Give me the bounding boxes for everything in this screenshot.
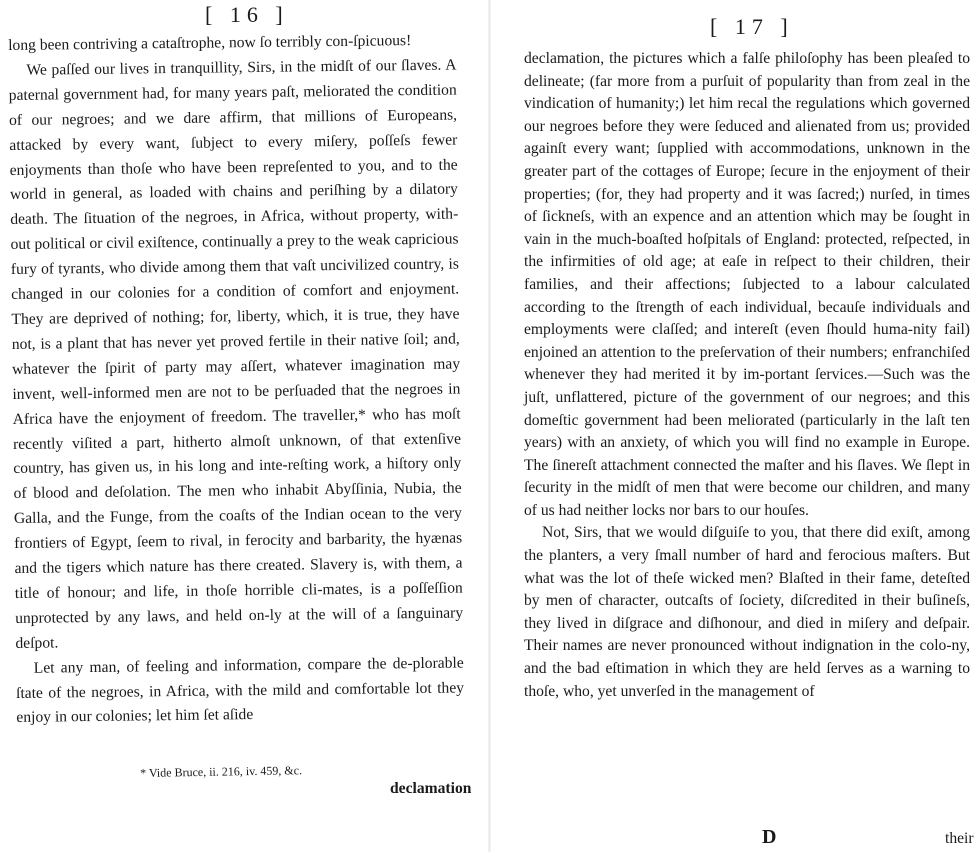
paragraph: Not, Sirs, that we would diſguiſe to you, that there did exiſt, among the planters, a very ſmall number of hard and ferocious maſters. But what was the lot of theſe wicked men? Blaſted in their fame, deteſted by men of character, outcaſts of ſociety, diſcredited in their buſineſs, they lived in diſgrace and diſhonour, and died in miſery and deſpair. Their names are never pronounced without indignation in the colo-ny, and the bad eſtimation in which they are held ſerves as a warning to thoſe, who, yet unverſed in the management of (524, 524, 970, 700)
catchword: declamation (390, 780, 472, 797)
paragraph: declamation, the pictures which a falſe philoſophy has been pleaſed to delineate; (far more from a purſuit of popularity than from zeal in the vindication of humanity;) let him recal the regulations which governed our negroes before they were ſeduced and alienated from us; provided againſt every want; ſupplied with accommodations, unknown in the greater part of the cottages of Europe; ſecure in the enjoyment of their properties; (for, they had property and it was ſacred;) nurſed, in times of ſickneſs, with an expence and an attention which may be ſought in vain in the much-boaſted hoſpitals of England: protected, reſpected, in the infirmities of old age; at eaſe in reſpect to their children, their families, and their affections; ſubjected to a labour calculated according to the ſtrength of each individual, becauſe individuals and employments were claſſed; and intereſt (even ſhould huma-nity fail) enjoined an attention to the preſervation of their numbers; enfranchiſed whenever they had merited it by im-portant ſervices.—Such was the juſt, unflattered, picture of the government of our negroes; and this domeſtic government had been meliorated (particularly in the laſt ten years) with an anxiety, of which you will find no example in Europe. The ſinereſt attachment connected the maſter and his ſlaves. We ſlept in ſecurity in the midſt of men that were become our children, and many of us had neither locks nor bars to our houſes. (524, 50, 970, 519)
body-text (8, 29, 464, 732)
body-text (524, 48, 970, 703)
page-number: [ 17 ] (710, 14, 794, 39)
footnote: * Vide Bruce, ii. 216, iv. 459, &c. (140, 763, 303, 780)
right-page (490, 0, 980, 852)
catchword: their (945, 830, 974, 847)
paragraph: We paſſed our lives in tranquillity, Sirs, in the midſt of our ſlaves. A paternal government had, for many years paſt, meliorated the condition of our negroes; and we dare affirm, that millions of Europeans, attacked by every want, ſubject to every miſery, poſſeſs fewer enjoyments than thoſe who have been repreſented to you, and to the world in general, as loaded with chains and periſhing by a dilatory death. The ſituation of the negroes, in Africa, without property, with-out political or civil exiſtence, continually a prey to the weak capricious fury of tyrants, who divide among them that vaſt uncivilized country, is changed in our colonies for a condition of comfort and enjoyment. They are deprived of nothing; for, liberty, which, it is true, they have not, is a plant that has never yet proved fertile in their native ſoil; and, whatever the ſpirit of party may aſſert, whatever imagination may invent, well-informed men are not to be perſuaded that the negroes in Africa have the enjoyment of freedom. The traveller,* who has moſt recently viſited a part, hitherto almoſt unknown, of that extenſive country, has given us, in his long and inte-reſting work, a hiſtory only of blood and deſolation. The men who inhabit Abyſſinia, Nubia, the Galla, and the Funge, from the coaſts of the Indian ocean to the very frontiers of Egypt, ſeem to rival, in ferocity and barbarity, the hyænas and the tigers which nature has there created. Slavery is, with them, a title of honour; and life, in thoſe horrible cli-mates, is a poſſeſſion unprotected by any laws, and held on-ly at the will of a ſanguinary deſpot. (8, 56, 464, 652)
page-number: [ 16 ] (205, 2, 289, 27)
paragraph: Let any man, of feeling and information, compare the de-plorable ſtate of the negroes, in Africa, with the mild and comfortable lot they enjoy in our colonies; let him ſet aſide (15, 654, 465, 727)
signature-mark: D (762, 826, 777, 848)
paragraph: long been contriving a cataſtrophe, now ſo terribly con-ſpicuous! (8, 32, 412, 54)
